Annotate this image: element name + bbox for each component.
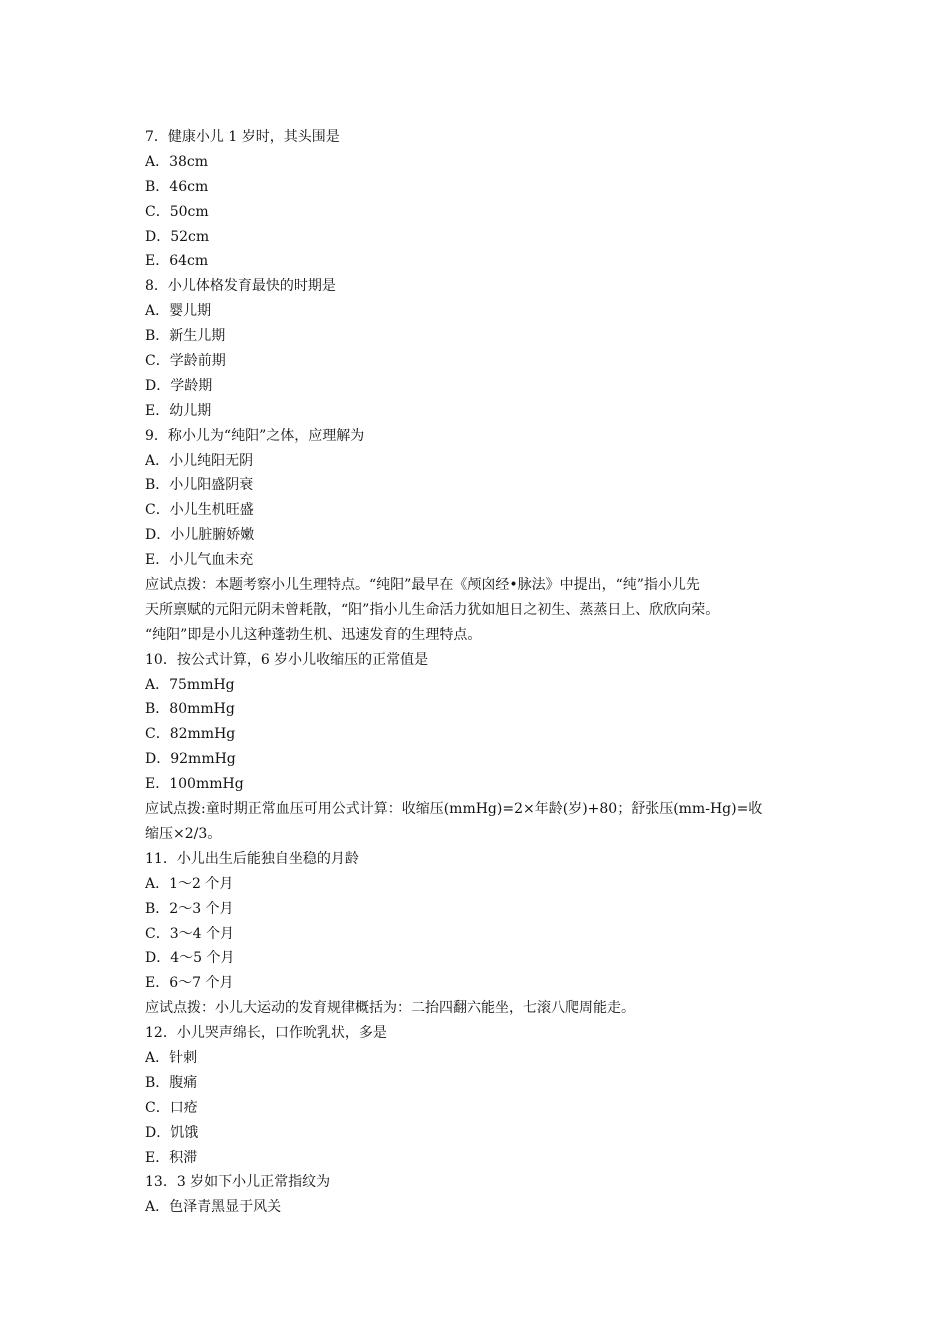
answer-option: C．口疮 — [145, 1099, 198, 1116]
answer-option: C．小儿生机旺盛 — [145, 502, 254, 519]
answer-option: A．38cm — [145, 153, 209, 170]
question-stem: 9．称小儿为“纯阳”之体，应理解为 — [145, 427, 365, 444]
answer-option: D．92mmHg — [145, 751, 236, 768]
answer-option: D．52cm — [145, 228, 210, 245]
explanation-text: 应试点拨：小儿大运动的发育规律概括为：二抬四翻六能坐，七滚八爬周能走。 — [145, 1000, 635, 1017]
answer-option: C．3～4 个月 — [145, 925, 234, 942]
answer-option: E．6～7 个月 — [145, 975, 234, 992]
answer-option: E．64cm — [145, 253, 209, 270]
explanation-text-continued: “纯阳”即是小儿这种蓬勃生机、迅速发育的生理特点。 — [145, 626, 482, 643]
explanation-text-continued: 缩压×2/3。 — [145, 825, 222, 842]
answer-option: B．80mmHg — [145, 701, 235, 718]
question-stem: 7．健康小儿 1 岁时，其头围是 — [145, 129, 340, 145]
question-stem: 13．3 岁如下小儿正常指纹为 — [145, 1174, 331, 1191]
answer-option: A．针刺 — [145, 1049, 198, 1066]
answer-option: A．婴儿期 — [145, 303, 212, 320]
answer-option: C．82mmHg — [145, 726, 236, 743]
answer-option: E．100mmHg — [145, 776, 244, 793]
document-body — [145, 125, 825, 1220]
answer-option: D．4～5 个月 — [145, 950, 235, 967]
answer-option: D．小儿脏腑娇嫩 — [145, 527, 255, 544]
question-stem: 11．小儿出生后能独自坐稳的月龄 — [145, 850, 359, 867]
question-stem: 8．小儿体格发育最快的时期是 — [145, 278, 336, 295]
answer-option: B．新生儿期 — [145, 328, 226, 345]
answer-option: E．小儿气血未充 — [145, 552, 254, 569]
answer-option: A．1～2 个月 — [145, 875, 234, 892]
answer-option: E．积滞 — [145, 1149, 198, 1166]
answer-option: A．色泽青黑显于风关 — [145, 1199, 282, 1216]
explanation-text: 应试点拨:童时期正常血压可用公式计算：收缩压(mmHg)=2×年龄(岁)+80；舒张压(mm-Hg)=收 — [145, 801, 763, 818]
answer-option: C．50cm — [145, 203, 209, 220]
answer-option: A．小儿纯阳无阴 — [145, 452, 254, 469]
question-stem: 10．按公式计算，6 岁小儿收缩压的正常值是 — [145, 651, 429, 668]
explanation-text-continued: 天所禀赋的元阳元阴未曾耗散，“阳”指小儿生命活力犹如旭日之初生、蒸蒸日上、欣欣向荣。 — [145, 601, 720, 618]
answer-option: D．学龄期 — [145, 377, 213, 394]
answer-option: B．小儿阳盛阴衰 — [145, 477, 254, 494]
answer-option: B．2～3 个月 — [145, 900, 234, 917]
answer-option: C．学龄前期 — [145, 353, 226, 370]
answer-option: A．75mmHg — [145, 676, 235, 693]
question-stem: 12．小儿哭声绵长，口作吮乳状，多是 — [145, 1025, 387, 1042]
answer-option: E．幼儿期 — [145, 402, 212, 419]
answer-option: D．饥饿 — [145, 1124, 199, 1141]
explanation-text: 应试点拨：本题考察小儿生理特点。“纯阳”最早在《颅囟经•脉法》中提出，“纯”指小儿先 — [145, 577, 700, 594]
answer-option: B．腹痛 — [145, 1074, 198, 1091]
answer-option: B．46cm — [145, 178, 209, 195]
